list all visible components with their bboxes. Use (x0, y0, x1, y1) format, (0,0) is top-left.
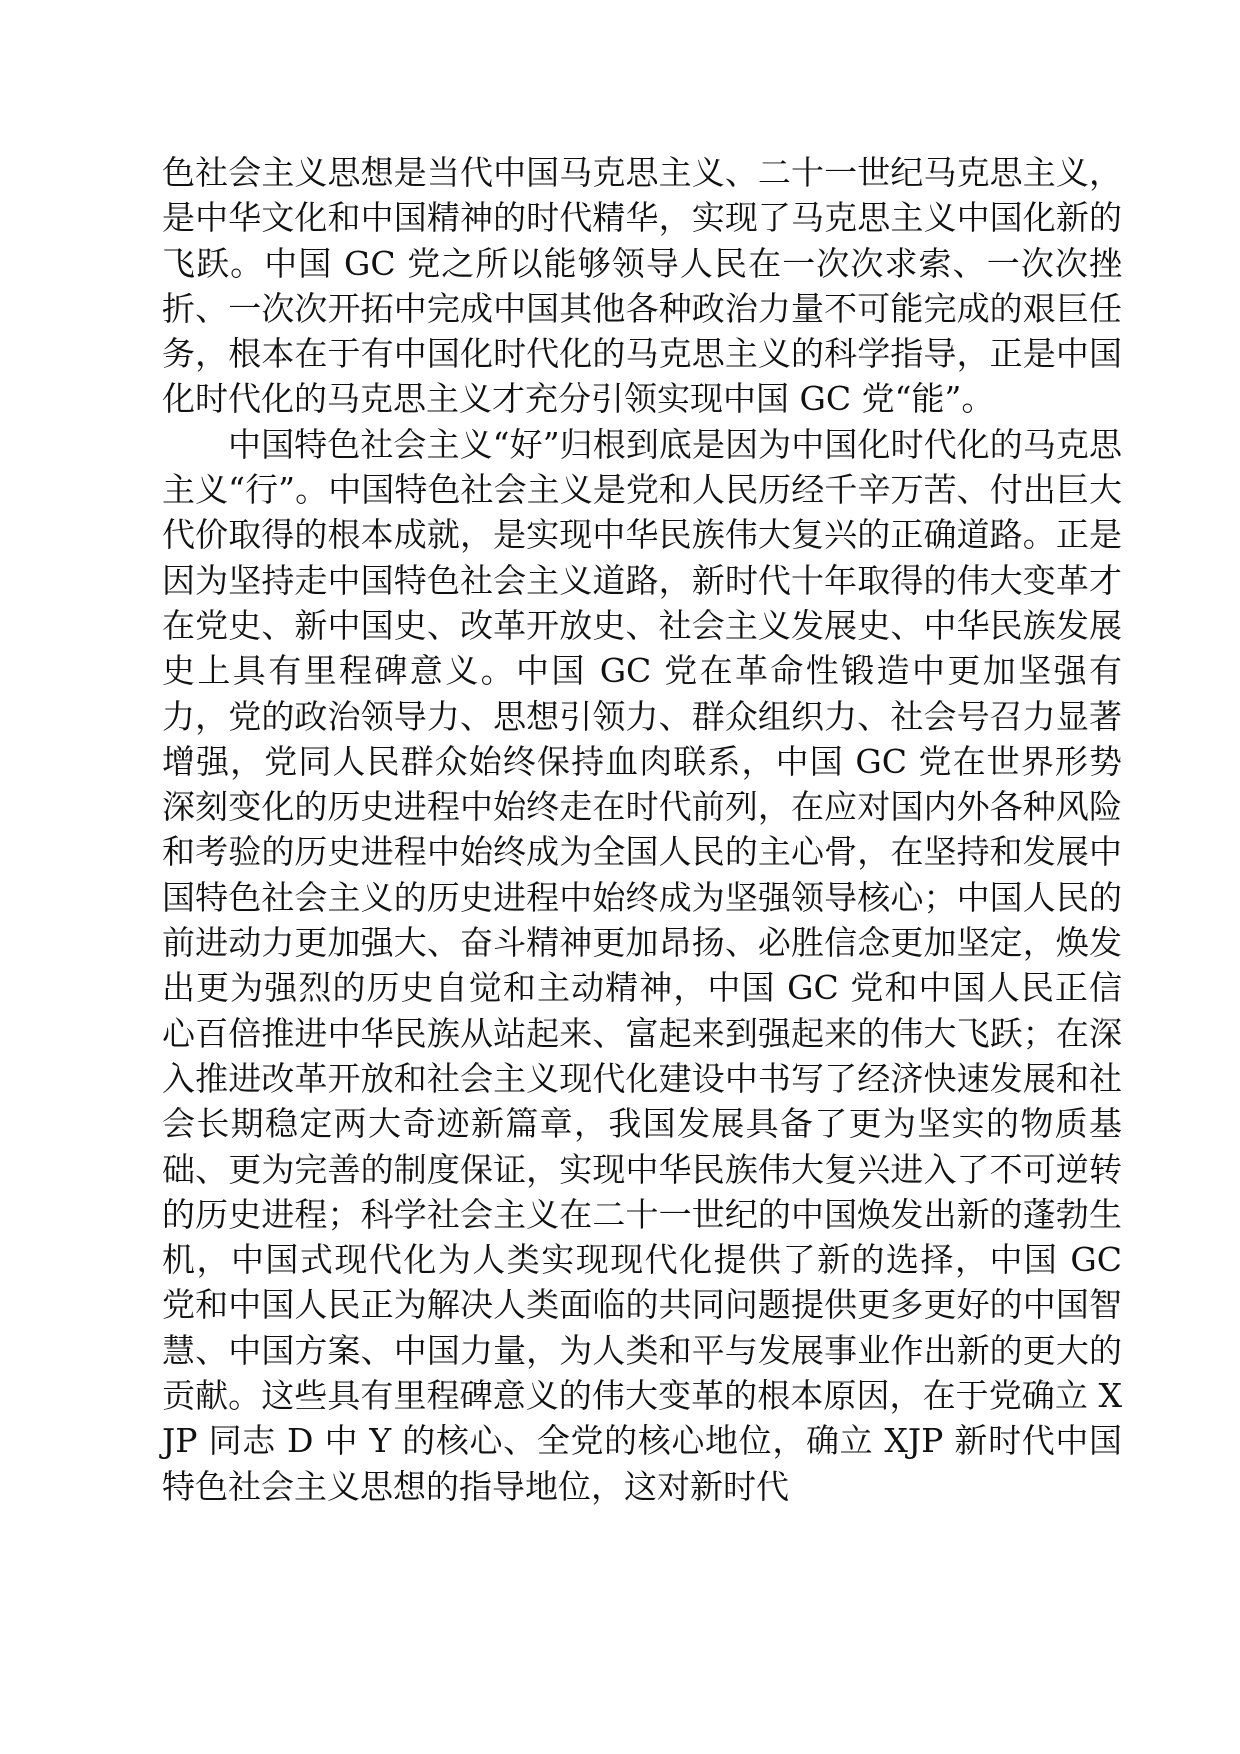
body-paragraph-2: 中国特色社会主义“好”归根到底是因为中国化时代化的马克思主义“行”。中国特色社会主义是党和人民历经千辛万苦、付出巨大代价取得的根本成就，是实现中华民族伟大复兴的正确道路。正是因为坚持走中国特色社会主义道路，新时代十年取得的伟大变革才在党史、新中国史、改革开放史、社会主义发展史、中华民族发展史上具有里程碑意义。中国 GC 党在革命性锻造中更加坚强有力，党的政治领导力、思想引领力、群众组织力、社会号召力显著增强，党同人民群众始终保持血肉联系，中国 GC 党在世界形势深刻变化的历史进程中始终走在时代前列，在应对国内外各种风险和考验的历史进程中始终成为全国人民的主心骨，在坚持和发展中国特色社会主义的历史进程中始终成为坚强领导核心；中国人民的前进动力更加强大、奋斗精神更加昂扬、必胜信念更加坚定，焕发出更为强烈的历史自觉和主动精神，中国 GC 党和中国人民正信心百倍推进中华民族从站起来、富起来到强起来的伟大飞跃；在深入推进改革开放和社会主义现代化建设中书写了经济快速发展和社会长期稳定两大奇迹新篇章，我国发展具备了更为坚实的物质基础、更为完善的制度保证，实现中华民族伟大复兴进入了不可逆转的历史进程；科学社会主义在二十一世纪的中国焕发出新的蓬勃生机，中国式现代化为人类实现现代化提供了新的选择，中国 GC 党和中国人民正为解决人类面临的共同问题提供更多更好的中国智慧、中国方案、中国力量，为人类和平与发展事业作出新的更大的贡献。这些具有里程碑意义的伟大变革的根本原因，在于党确立 XJP 同志 D 中 Y 的核心、全党的核心地位，确立 XJP 新时代中国特色社会主义思想的指导地位，这对新时代 (162, 424, 1133, 1506)
body-paragraph-1: 色社会主义思想是当代中国马克思主义、二十一世纪马克思主义，是中华文化和中国精神的时代精华，实现了马克思主义中国化新的飞跃。中国 GC 党之所以能够领导人民在一次次求索、一次次挫折、一次次开拓中完成中国其他各种政治力量不可能完成的艰巨任务，根本在于有中国化时代化的马克思主义的科学指导，正是中国化时代化的马克思主义才充分引领实现中国 GC 党“能”。 (162, 153, 1122, 419)
document-page (162, 150, 1133, 1509)
